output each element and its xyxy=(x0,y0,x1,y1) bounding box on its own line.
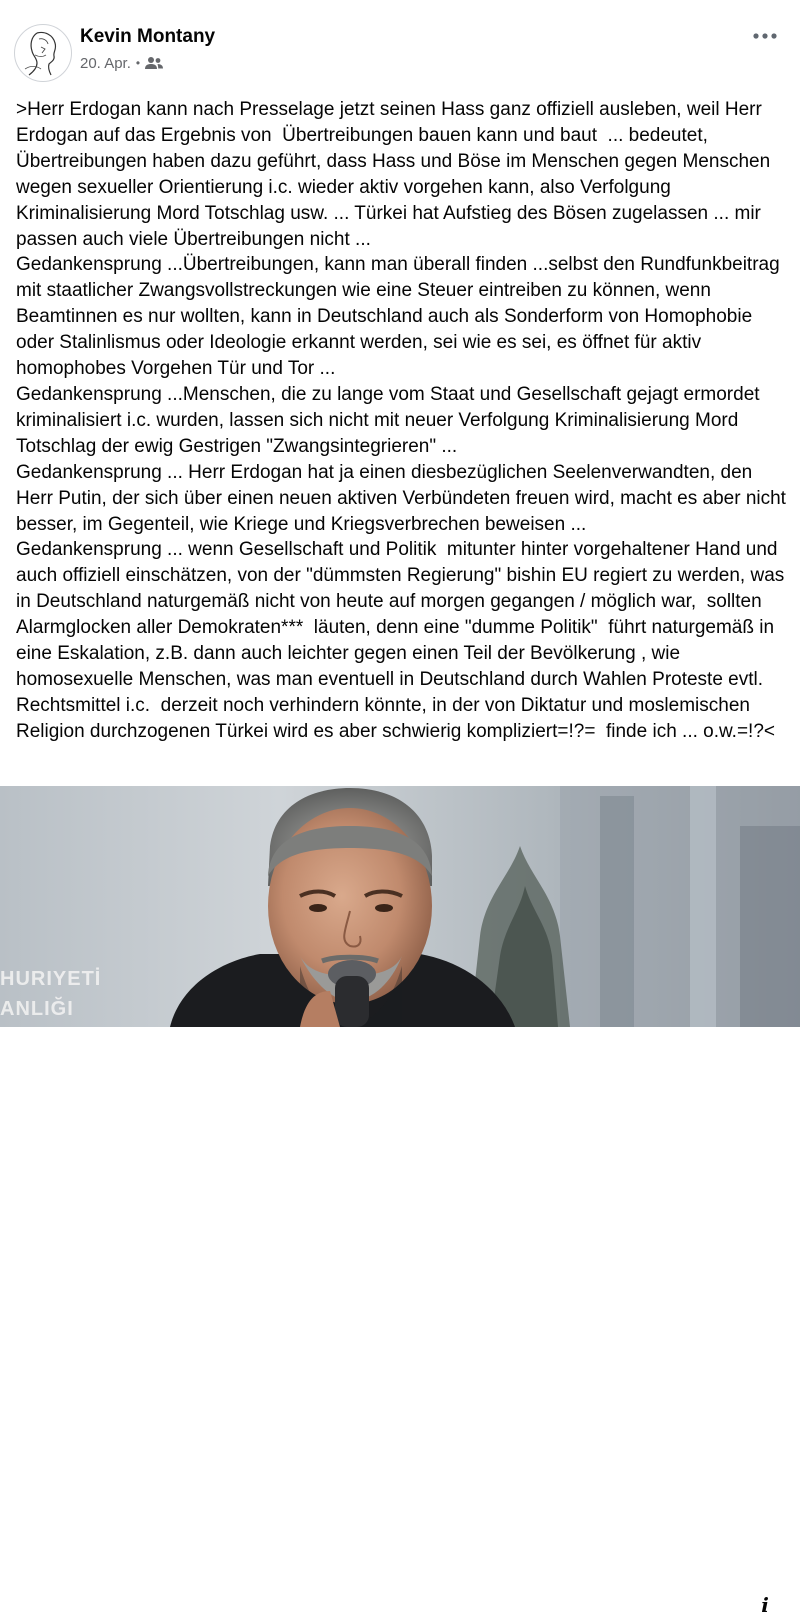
post-header xyxy=(0,0,800,90)
post-meta xyxy=(80,53,163,73)
post-image[interactable] xyxy=(0,786,800,1617)
info-icon: i xyxy=(761,1593,769,1617)
post-date[interactable]: 20. Apr. xyxy=(80,54,131,72)
photo-illustration xyxy=(0,786,800,1027)
image-background-text: HURIYETİ ANLIĞI xyxy=(0,968,102,1020)
friends-icon[interactable] xyxy=(145,56,163,70)
info-button[interactable] xyxy=(746,1586,784,1624)
author-name[interactable]: Kevin Montany xyxy=(80,26,216,47)
post-body: >Herr Erdogan kann nach Presselage jetzt seinen Hass ganz offiziell ausleben, weil Herr Erdogan auf das Ergebnis von Übertreibungen bauen kann und baut ... bedeutet, Übertreibungen haben dazu geführt, dass Hass und Böse im Menschen gegen Menschen wegen sexueller Orientierung i.c. wieder aktiv vorgehen kann, also Verfolgung Kriminalisierung Mord Totschlag usw. ... Türkei hat Aufstieg des Bösen zugelassen ... mir passen auch viele Übertreibungen nicht ... Gedankensprung ...Übertreibungen, kann man überall finden ...selbst den Rundfunkbeitrag mit staatlicher Zwangsvollstreckungen wie eine Steuer eintreiben zu können, wenn Beamtinnen es nur wollten, kann in Deutschland auch als Sonderform von Homophobie oder Stalinlismus oder Ideologie erkannt werden, sei wie es sei, es öffnet für aktiv homophobes Vorgehen Tür und Tor ... Gedankensprung ...Menschen, die zu lange vom Staat und Gesellschaft gejagt ermordet kriminalisiert i.c. wurden, lassen sich nicht mit neuer Verfolgung Kriminalisierung Mord Totschlag der ewig Gestrigen "Zwangsintegrieren" ... Gedankensprung ... Herr Erdogan hat ja einen diesbezüglichen Seelenverwandten, den Herr Putin, der sich über einen neuen aktiven Verbündeten freuen wird, macht es aber nicht besser, im Gegenteil, wie Kriege und Kriegsverbrechen beweisen ... Gedankensprung ... wenn Gesellschaft und Politik mitunter hinter vorgehaltener Hand und auch offiziell einschätzen, von der "dümmsten Regierung" bishin EU regiert zu werden, was in Deutschland naturgemäß nicht von heute auf morgen gegangen / möglich war, sollten Alarmglocken aller Demokraten*** läuten, denn eine "dumme Politik" führt naturgemäß in eine Eskalation, z.B. dann auch leichter gegen einen Teil der Bevölkerung , wie homosexuelle Menschen, was man eventuell in Deutschland durch Wahlen Proteste evtl. Rechtsmittel i.c. derzeit noch verhindern könnte, in der von Diktatur und moslemischen Religion durchzogenen Türkei wird es aber schwierig kompliziert=!?= finde ich ... o.w.=!?< xyxy=(16,99,786,742)
more-options-button[interactable] xyxy=(748,24,782,48)
meta-separator: • xyxy=(135,56,141,70)
avatar-sketch-icon xyxy=(15,25,71,81)
more-horizontal-icon xyxy=(753,33,777,39)
avatar[interactable] xyxy=(14,24,72,82)
